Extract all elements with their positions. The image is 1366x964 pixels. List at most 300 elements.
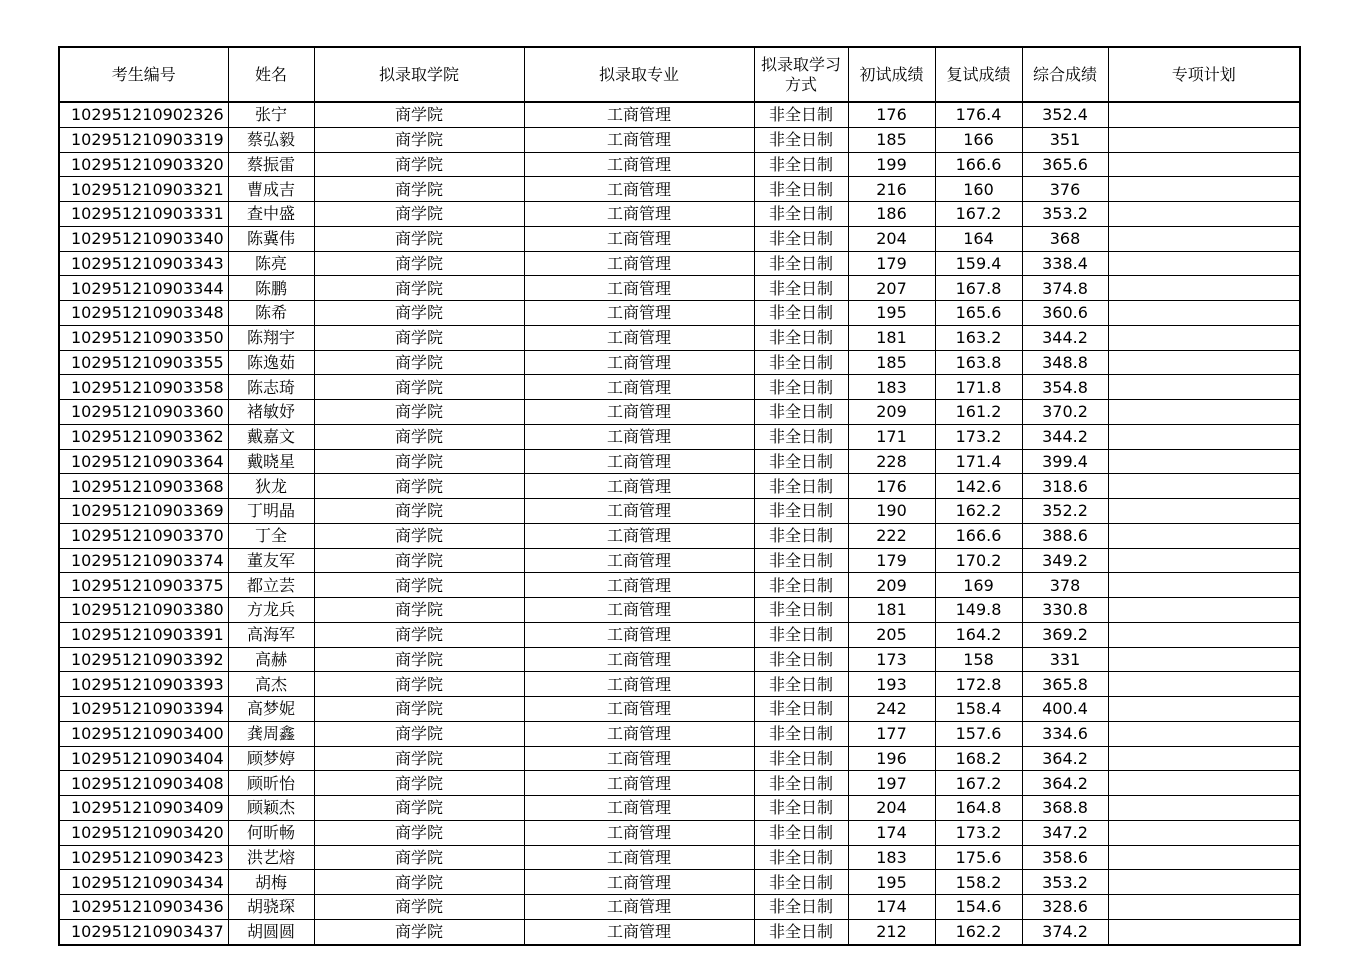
- header-retest-score: 复试成绩: [935, 47, 1022, 102]
- cell-total-score: 318.6: [1022, 474, 1108, 499]
- cell-major: 工商管理: [524, 523, 754, 548]
- cell-special-plan: [1108, 301, 1300, 326]
- cell-candidate-id: 102951210903437: [59, 919, 228, 944]
- table-row: [59, 102, 1300, 127]
- cell-study-mode: 非全日制: [754, 424, 848, 449]
- cell-total-score: 369.2: [1022, 622, 1108, 647]
- cell-special-plan: [1108, 152, 1300, 177]
- cell-special-plan: [1108, 251, 1300, 276]
- cell-total-score: 368.8: [1022, 796, 1108, 821]
- cell-study-mode: 非全日制: [754, 152, 848, 177]
- cell-total-score: 352.4: [1022, 102, 1108, 127]
- cell-major: 工商管理: [524, 449, 754, 474]
- cell-special-plan: [1108, 796, 1300, 821]
- table-row: [59, 251, 1300, 276]
- cell-candidate-id: 102951210903343: [59, 251, 228, 276]
- cell-study-mode: 非全日制: [754, 870, 848, 895]
- cell-initial-score: 181: [848, 598, 935, 623]
- cell-name: 戴晓星: [228, 449, 314, 474]
- cell-study-mode: 非全日制: [754, 622, 848, 647]
- cell-initial-score: 197: [848, 771, 935, 796]
- cell-name: 褚敏妤: [228, 400, 314, 425]
- cell-candidate-id: 102951210903408: [59, 771, 228, 796]
- cell-major: 工商管理: [524, 573, 754, 598]
- cell-total-score: 378: [1022, 573, 1108, 598]
- table-row: [59, 771, 1300, 796]
- cell-special-plan: [1108, 598, 1300, 623]
- cell-study-mode: 非全日制: [754, 400, 848, 425]
- table-row: [59, 845, 1300, 870]
- table-row: [59, 400, 1300, 425]
- cell-retest-score: 167.2: [935, 771, 1022, 796]
- header-initial-score: 初试成绩: [848, 47, 935, 102]
- cell-college: 商学院: [314, 796, 524, 821]
- cell-name: 洪艺熔: [228, 845, 314, 870]
- cell-name: 狄龙: [228, 474, 314, 499]
- cell-candidate-id: 102951210902326: [59, 102, 228, 127]
- cell-total-score: 347.2: [1022, 820, 1108, 845]
- cell-name: 查中盛: [228, 202, 314, 227]
- header-college: 拟录取学院: [314, 47, 524, 102]
- cell-total-score: 364.2: [1022, 771, 1108, 796]
- cell-major: 工商管理: [524, 548, 754, 573]
- cell-major: 工商管理: [524, 424, 754, 449]
- cell-major: 工商管理: [524, 870, 754, 895]
- cell-study-mode: 非全日制: [754, 375, 848, 400]
- table-row: [59, 919, 1300, 944]
- cell-special-plan: [1108, 721, 1300, 746]
- cell-major: 工商管理: [524, 350, 754, 375]
- cell-name: 丁全: [228, 523, 314, 548]
- cell-candidate-id: 102951210903394: [59, 697, 228, 722]
- cell-total-score: 344.2: [1022, 325, 1108, 350]
- cell-college: 商学院: [314, 251, 524, 276]
- cell-special-plan: [1108, 870, 1300, 895]
- cell-special-plan: [1108, 449, 1300, 474]
- cell-candidate-id: 102951210903391: [59, 622, 228, 647]
- cell-total-score: 344.2: [1022, 424, 1108, 449]
- table-row: [59, 697, 1300, 722]
- cell-retest-score: 166.6: [935, 152, 1022, 177]
- cell-initial-score: 185: [848, 127, 935, 152]
- cell-name: 蔡弘毅: [228, 127, 314, 152]
- cell-retest-score: 170.2: [935, 548, 1022, 573]
- cell-initial-score: 207: [848, 276, 935, 301]
- cell-major: 工商管理: [524, 672, 754, 697]
- cell-college: 商学院: [314, 152, 524, 177]
- cell-major: 工商管理: [524, 746, 754, 771]
- cell-college: 商学院: [314, 350, 524, 375]
- cell-retest-score: 162.2: [935, 919, 1022, 944]
- cell-initial-score: 216: [848, 177, 935, 202]
- cell-name: 胡梅: [228, 870, 314, 895]
- cell-retest-score: 158.2: [935, 870, 1022, 895]
- cell-major: 工商管理: [524, 127, 754, 152]
- cell-initial-score: 242: [848, 697, 935, 722]
- cell-study-mode: 非全日制: [754, 820, 848, 845]
- header-study-mode: 拟录取学习方式: [754, 47, 848, 102]
- cell-initial-score: 183: [848, 375, 935, 400]
- cell-candidate-id: 102951210903350: [59, 325, 228, 350]
- cell-college: 商学院: [314, 771, 524, 796]
- cell-retest-score: 169: [935, 573, 1022, 598]
- cell-initial-score: 212: [848, 919, 935, 944]
- cell-college: 商学院: [314, 647, 524, 672]
- cell-candidate-id: 102951210903319: [59, 127, 228, 152]
- table-row: [59, 820, 1300, 845]
- cell-special-plan: [1108, 622, 1300, 647]
- cell-candidate-id: 102951210903369: [59, 499, 228, 524]
- table-row: [59, 895, 1300, 920]
- table-row: [59, 226, 1300, 251]
- cell-major: 工商管理: [524, 919, 754, 944]
- cell-college: 商学院: [314, 820, 524, 845]
- cell-college: 商学院: [314, 325, 524, 350]
- cell-initial-score: 190: [848, 499, 935, 524]
- cell-study-mode: 非全日制: [754, 573, 848, 598]
- table-row: [59, 598, 1300, 623]
- cell-major: 工商管理: [524, 697, 754, 722]
- cell-candidate-id: 102951210903404: [59, 746, 228, 771]
- cell-retest-score: 168.2: [935, 746, 1022, 771]
- cell-initial-score: 174: [848, 895, 935, 920]
- cell-college: 商学院: [314, 548, 524, 573]
- cell-study-mode: 非全日制: [754, 598, 848, 623]
- cell-major: 工商管理: [524, 820, 754, 845]
- table-row: [59, 672, 1300, 697]
- cell-candidate-id: 102951210903368: [59, 474, 228, 499]
- cell-initial-score: 186: [848, 202, 935, 227]
- cell-college: 商学院: [314, 919, 524, 944]
- cell-study-mode: 非全日制: [754, 746, 848, 771]
- cell-candidate-id: 102951210903400: [59, 721, 228, 746]
- cell-initial-score: 174: [848, 820, 935, 845]
- cell-study-mode: 非全日制: [754, 895, 848, 920]
- cell-retest-score: 167.2: [935, 202, 1022, 227]
- cell-initial-score: 177: [848, 721, 935, 746]
- cell-major: 工商管理: [524, 647, 754, 672]
- cell-special-plan: [1108, 226, 1300, 251]
- cell-candidate-id: 102951210903358: [59, 375, 228, 400]
- cell-name: 龚周鑫: [228, 721, 314, 746]
- cell-initial-score: 222: [848, 523, 935, 548]
- cell-retest-score: 173.2: [935, 424, 1022, 449]
- cell-candidate-id: 102951210903375: [59, 573, 228, 598]
- cell-college: 商学院: [314, 424, 524, 449]
- cell-college: 商学院: [314, 721, 524, 746]
- cell-major: 工商管理: [524, 202, 754, 227]
- cell-candidate-id: 102951210903331: [59, 202, 228, 227]
- cell-college: 商学院: [314, 226, 524, 251]
- cell-study-mode: 非全日制: [754, 845, 848, 870]
- cell-special-plan: [1108, 127, 1300, 152]
- cell-total-score: 334.6: [1022, 721, 1108, 746]
- cell-initial-score: 199: [848, 152, 935, 177]
- cell-college: 商学院: [314, 622, 524, 647]
- cell-retest-score: 149.8: [935, 598, 1022, 623]
- cell-initial-score: 204: [848, 226, 935, 251]
- table-row: [59, 622, 1300, 647]
- cell-college: 商学院: [314, 474, 524, 499]
- cell-special-plan: [1108, 350, 1300, 375]
- cell-total-score: 353.2: [1022, 202, 1108, 227]
- cell-retest-score: 166.6: [935, 523, 1022, 548]
- cell-total-score: 353.2: [1022, 870, 1108, 895]
- cell-college: 商学院: [314, 276, 524, 301]
- cell-initial-score: 193: [848, 672, 935, 697]
- cell-college: 商学院: [314, 598, 524, 623]
- cell-special-plan: [1108, 499, 1300, 524]
- cell-college: 商学院: [314, 499, 524, 524]
- header-name: 姓名: [228, 47, 314, 102]
- cell-total-score: 399.4: [1022, 449, 1108, 474]
- cell-name: 蔡振雷: [228, 152, 314, 177]
- cell-special-plan: [1108, 573, 1300, 598]
- cell-study-mode: 非全日制: [754, 796, 848, 821]
- cell-special-plan: [1108, 771, 1300, 796]
- cell-total-score: 364.2: [1022, 746, 1108, 771]
- cell-retest-score: 154.6: [935, 895, 1022, 920]
- cell-initial-score: 176: [848, 474, 935, 499]
- cell-study-mode: 非全日制: [754, 276, 848, 301]
- cell-major: 工商管理: [524, 152, 754, 177]
- cell-retest-score: 158.4: [935, 697, 1022, 722]
- cell-major: 工商管理: [524, 251, 754, 276]
- cell-name: 高梦妮: [228, 697, 314, 722]
- table-row: [59, 523, 1300, 548]
- cell-initial-score: 171: [848, 424, 935, 449]
- cell-candidate-id: 102951210903355: [59, 350, 228, 375]
- cell-special-plan: [1108, 276, 1300, 301]
- cell-college: 商学院: [314, 573, 524, 598]
- cell-name: 曹成吉: [228, 177, 314, 202]
- cell-study-mode: 非全日制: [754, 202, 848, 227]
- table-row: [59, 796, 1300, 821]
- cell-study-mode: 非全日制: [754, 523, 848, 548]
- cell-major: 工商管理: [524, 325, 754, 350]
- cell-candidate-id: 102951210903320: [59, 152, 228, 177]
- cell-major: 工商管理: [524, 771, 754, 796]
- cell-special-plan: [1108, 697, 1300, 722]
- cell-college: 商学院: [314, 697, 524, 722]
- cell-name: 胡圆圆: [228, 919, 314, 944]
- table-row: [59, 474, 1300, 499]
- cell-initial-score: 176: [848, 102, 935, 127]
- cell-initial-score: 209: [848, 573, 935, 598]
- cell-total-score: 400.4: [1022, 697, 1108, 722]
- cell-college: 商学院: [314, 523, 524, 548]
- cell-retest-score: 164.8: [935, 796, 1022, 821]
- cell-retest-score: 160: [935, 177, 1022, 202]
- cell-special-plan: [1108, 202, 1300, 227]
- header-major: 拟录取专业: [524, 47, 754, 102]
- cell-total-score: 374.2: [1022, 919, 1108, 944]
- cell-name: 高杰: [228, 672, 314, 697]
- cell-total-score: 368: [1022, 226, 1108, 251]
- cell-retest-score: 172.8: [935, 672, 1022, 697]
- cell-special-plan: [1108, 523, 1300, 548]
- cell-study-mode: 非全日制: [754, 325, 848, 350]
- cell-college: 商学院: [314, 449, 524, 474]
- header-row: [59, 47, 1300, 102]
- cell-name: 胡骁琛: [228, 895, 314, 920]
- cell-college: 商学院: [314, 672, 524, 697]
- cell-total-score: 330.8: [1022, 598, 1108, 623]
- cell-college: 商学院: [314, 177, 524, 202]
- cell-study-mode: 非全日制: [754, 647, 848, 672]
- cell-study-mode: 非全日制: [754, 127, 848, 152]
- admission-table: [58, 46, 1301, 946]
- cell-study-mode: 非全日制: [754, 721, 848, 746]
- cell-retest-score: 159.4: [935, 251, 1022, 276]
- cell-special-plan: [1108, 325, 1300, 350]
- cell-name: 高赫: [228, 647, 314, 672]
- cell-college: 商学院: [314, 845, 524, 870]
- table-row: [59, 127, 1300, 152]
- table-row: [59, 276, 1300, 301]
- cell-total-score: 358.6: [1022, 845, 1108, 870]
- cell-total-score: 348.8: [1022, 350, 1108, 375]
- table-row: [59, 424, 1300, 449]
- cell-college: 商学院: [314, 870, 524, 895]
- cell-study-mode: 非全日制: [754, 102, 848, 127]
- table-row: [59, 548, 1300, 573]
- cell-total-score: 365.8: [1022, 672, 1108, 697]
- cell-candidate-id: 102951210903380: [59, 598, 228, 623]
- cell-college: 商学院: [314, 400, 524, 425]
- cell-retest-score: 165.6: [935, 301, 1022, 326]
- cell-college: 商学院: [314, 301, 524, 326]
- table-row: [59, 202, 1300, 227]
- cell-name: 陈志琦: [228, 375, 314, 400]
- cell-name: 顾梦婷: [228, 746, 314, 771]
- cell-total-score: 374.8: [1022, 276, 1108, 301]
- cell-special-plan: [1108, 895, 1300, 920]
- cell-name: 丁明晶: [228, 499, 314, 524]
- cell-candidate-id: 102951210903362: [59, 424, 228, 449]
- cell-candidate-id: 102951210903344: [59, 276, 228, 301]
- cell-special-plan: [1108, 746, 1300, 771]
- cell-candidate-id: 102951210903434: [59, 870, 228, 895]
- cell-retest-score: 161.2: [935, 400, 1022, 425]
- cell-major: 工商管理: [524, 598, 754, 623]
- cell-special-plan: [1108, 647, 1300, 672]
- cell-name: 戴嘉文: [228, 424, 314, 449]
- cell-retest-score: 163.8: [935, 350, 1022, 375]
- cell-candidate-id: 102951210903321: [59, 177, 228, 202]
- table-row: [59, 177, 1300, 202]
- cell-study-mode: 非全日制: [754, 226, 848, 251]
- table-row: [59, 350, 1300, 375]
- cell-major: 工商管理: [524, 499, 754, 524]
- cell-initial-score: 204: [848, 796, 935, 821]
- cell-total-score: 328.6: [1022, 895, 1108, 920]
- cell-candidate-id: 102951210903392: [59, 647, 228, 672]
- table-row: [59, 375, 1300, 400]
- cell-study-mode: 非全日制: [754, 919, 848, 944]
- table-row: [59, 449, 1300, 474]
- cell-name: 方龙兵: [228, 598, 314, 623]
- cell-major: 工商管理: [524, 375, 754, 400]
- cell-special-plan: [1108, 375, 1300, 400]
- cell-name: 顾昕怡: [228, 771, 314, 796]
- cell-name: 陈冀伟: [228, 226, 314, 251]
- cell-candidate-id: 102951210903374: [59, 548, 228, 573]
- cell-initial-score: 179: [848, 548, 935, 573]
- cell-major: 工商管理: [524, 845, 754, 870]
- cell-name: 陈亮: [228, 251, 314, 276]
- cell-retest-score: 173.2: [935, 820, 1022, 845]
- cell-retest-score: 163.2: [935, 325, 1022, 350]
- cell-study-mode: 非全日制: [754, 350, 848, 375]
- cell-college: 商学院: [314, 127, 524, 152]
- cell-name: 陈鹏: [228, 276, 314, 301]
- cell-candidate-id: 102951210903360: [59, 400, 228, 425]
- cell-candidate-id: 102951210903423: [59, 845, 228, 870]
- cell-major: 工商管理: [524, 177, 754, 202]
- cell-total-score: 331: [1022, 647, 1108, 672]
- table-body: [59, 102, 1300, 945]
- cell-college: 商学院: [314, 202, 524, 227]
- cell-study-mode: 非全日制: [754, 771, 848, 796]
- table-row: [59, 746, 1300, 771]
- cell-retest-score: 176.4: [935, 102, 1022, 127]
- cell-name: 陈逸茹: [228, 350, 314, 375]
- cell-retest-score: 166: [935, 127, 1022, 152]
- cell-special-plan: [1108, 400, 1300, 425]
- cell-college: 商学院: [314, 895, 524, 920]
- cell-retest-score: 162.2: [935, 499, 1022, 524]
- cell-major: 工商管理: [524, 895, 754, 920]
- cell-major: 工商管理: [524, 721, 754, 746]
- cell-name: 董友军: [228, 548, 314, 573]
- table-row: [59, 499, 1300, 524]
- cell-initial-score: 173: [848, 647, 935, 672]
- cell-total-score: 351: [1022, 127, 1108, 152]
- table-row: [59, 647, 1300, 672]
- cell-candidate-id: 102951210903436: [59, 895, 228, 920]
- cell-name: 都立芸: [228, 573, 314, 598]
- cell-candidate-id: 102951210903348: [59, 301, 228, 326]
- cell-special-plan: [1108, 919, 1300, 944]
- cell-retest-score: 171.4: [935, 449, 1022, 474]
- cell-retest-score: 142.6: [935, 474, 1022, 499]
- cell-special-plan: [1108, 102, 1300, 127]
- cell-special-plan: [1108, 424, 1300, 449]
- cell-retest-score: 167.8: [935, 276, 1022, 301]
- cell-initial-score: 196: [848, 746, 935, 771]
- cell-initial-score: 228: [848, 449, 935, 474]
- cell-total-score: 360.6: [1022, 301, 1108, 326]
- cell-college: 商学院: [314, 746, 524, 771]
- cell-special-plan: [1108, 548, 1300, 573]
- table-row: [59, 870, 1300, 895]
- cell-major: 工商管理: [524, 474, 754, 499]
- cell-candidate-id: 102951210903393: [59, 672, 228, 697]
- cell-total-score: 388.6: [1022, 523, 1108, 548]
- cell-candidate-id: 102951210903420: [59, 820, 228, 845]
- cell-name: 何昕畅: [228, 820, 314, 845]
- table-row: [59, 152, 1300, 177]
- cell-name: 顾颖杰: [228, 796, 314, 821]
- cell-major: 工商管理: [524, 276, 754, 301]
- cell-retest-score: 175.6: [935, 845, 1022, 870]
- cell-initial-score: 179: [848, 251, 935, 276]
- cell-retest-score: 158: [935, 647, 1022, 672]
- cell-study-mode: 非全日制: [754, 474, 848, 499]
- cell-college: 商学院: [314, 375, 524, 400]
- cell-candidate-id: 102951210903364: [59, 449, 228, 474]
